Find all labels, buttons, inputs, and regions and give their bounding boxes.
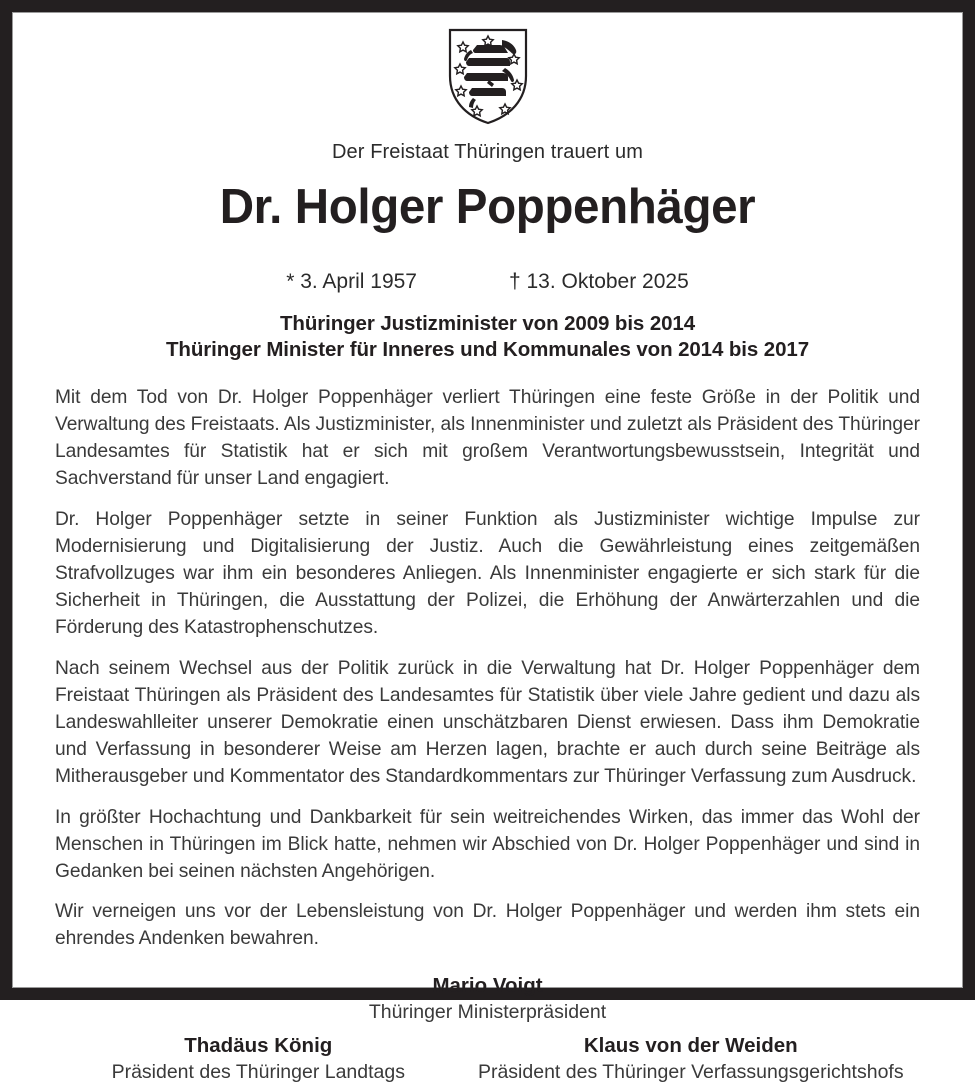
signature-row-secondary: [55, 1033, 920, 1085]
signatory-title-verfassungsgerichtshof: Präsident des Thüringer Verfassungsgerichtshofs: [477, 1060, 904, 1083]
signatory-name-landtag: Thadäus König: [184, 1033, 333, 1057]
signature-primary: [55, 973, 920, 1025]
signature-verfassungsgerichtshof: [462, 1033, 920, 1085]
paragraph-4: In größter Hochachtung und Dankbarkeit für sein weitreichendes Wirken, das immer das Wohl der Menschen in Thüringen im Blick hatte, nehmen wir Abschied von Dr. Holger Poppenhäger und sind in Gedanken bei seinen nächsten Angehörigen.: [55, 806, 920, 883]
roles-block: [55, 311, 920, 363]
paragraph-1: Mit dem Tod von Dr. Holger Poppenhäger verliert Thüringen eine feste Größe in der Politik und Verwaltung des Freistaats. Als Justizminister, als Innenminister und zuletzt als Präsident des Thüringer Landesamtes für Statistik hat er sich mit großem Verantwortungsbewusstsein, Integrität und Sachverstand für unser Land engagiert.: [55, 386, 920, 490]
life-dates: [55, 269, 920, 294]
death-date: † 13. Oktober 2025: [508, 269, 689, 293]
paragraph-3: Nach seinem Wechsel aus der Politik zurück in die Verwaltung hat Dr. Holger Poppenhäger dem Freistaat Thüringen als Präsident des Landesamtes für Statistik über viele Jahre gedient und dazu als Landeswahlleiter unserer Demokratie einen unschätzbaren Dienst erwiesen. Dass ihm Demokratie und Verfassung in besonderer Weise am Herzen lagen, brachte er auch durch seine Beiträge als Mitherausgeber und Kommentator des Standardkommentars zur Thüringer Verfassung zum Ausdruck.: [55, 657, 920, 788]
signatory-name-minister-president: Mario Voigt: [432, 973, 543, 997]
paragraph-5: Wir verneigen uns vor der Lebensleistung von Dr. Holger Poppenhäger und werden ihm stets ein ehrendes Andenken bewahren.: [55, 901, 920, 950]
signatory-name-verfassungsgerichtshof: Klaus von der Weiden: [583, 1033, 798, 1057]
signature-block: [55, 973, 920, 1085]
signatory-title-landtag: Präsident des Thüringer Landtags: [111, 1060, 405, 1083]
signatory-title-minister-president: Thüringer Ministerpräsident: [368, 1000, 607, 1023]
birth-date: * 3. April 1957: [286, 269, 417, 293]
paragraph-2: Dr. Holger Poppenhäger setzte in seiner Funktion als Justizminister wichtige Impulse zur Modernisierung und Digitalisierung der Justiz. Auch die Gewährleistung eines zeitgemäßen Strafvollzuges war ihm ein besonderes Anliegen. Als Innenminister engagierte er sich stark für die Sicherheit in Thüringen, die Ausstattung der Polizei, die Erhöhung der Anwärterzahlen und die Förderung des Katastrophenschutzes.: [55, 508, 920, 639]
notice-content: [12, 12, 963, 1083]
body-copy: [55, 384, 920, 953]
role-line-2: Thüringer Minister für Inneres und Kommunales von 2014 bis 2017: [165, 337, 810, 361]
thuringia-coat-of-arms-icon: [447, 28, 529, 125]
crest-container: [55, 28, 920, 136]
mourning-line: Der Freistaat Thüringen trauert um: [332, 141, 643, 163]
role-line-1: Thüringer Justizminister von 2009 bis 2014: [279, 311, 696, 335]
deceased-name: Dr. Holger Poppenhäger: [219, 180, 756, 234]
signature-landtag: [55, 1033, 462, 1085]
